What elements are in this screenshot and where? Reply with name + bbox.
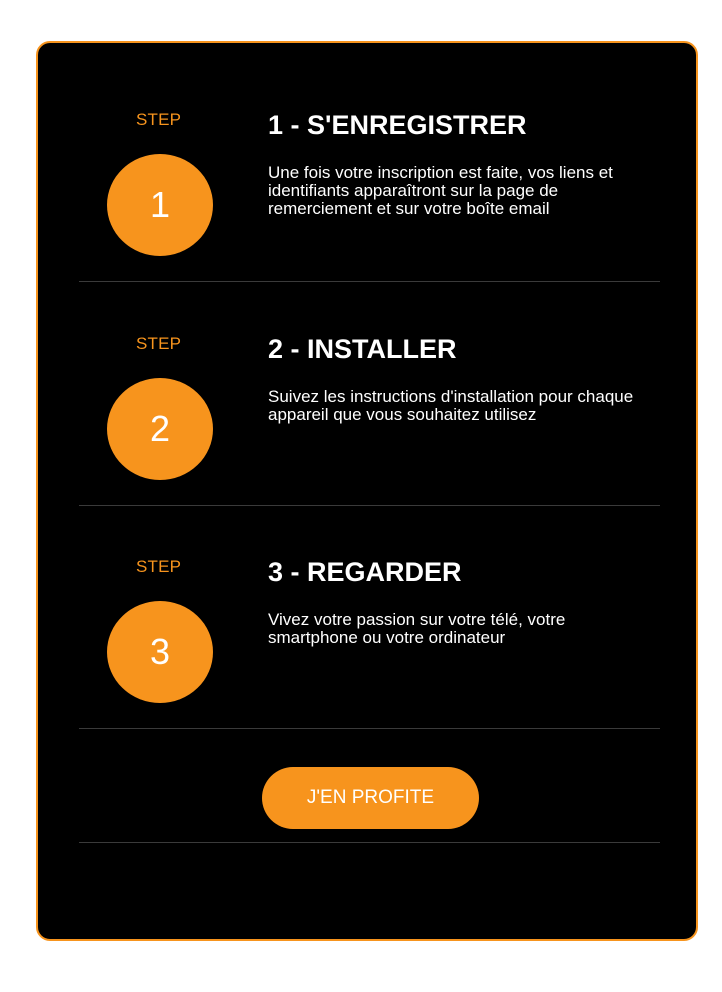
step-number-badge: 2 [107, 378, 213, 480]
step-title: 1 - S'ENREGISTRER [268, 110, 527, 140]
step-description: Suivez les instructions d'installation pour chaque appareil que vous souhaitez utilisez [268, 387, 634, 424]
step-label: STEP [136, 557, 182, 576]
step-row-1 [79, 58, 660, 282]
step-title: 3 - REGARDER [268, 557, 462, 587]
step-label: STEP [136, 110, 182, 129]
step-row-2 [79, 282, 660, 506]
step-number-badge: 1 [107, 154, 213, 256]
step-label: STEP [136, 334, 182, 353]
step-number-badge: 3 [107, 601, 213, 703]
step-description: Une fois votre inscription est faite, vos liens et identifiants apparaîtront sur la page de remerciement et sur votre boîte email [268, 163, 613, 218]
step-description: Vivez votre passion sur votre télé, votre smartphone ou votre ordinateur [268, 610, 566, 647]
step-title: 2 - INSTALLER [268, 334, 457, 364]
profit-button[interactable]: J'EN PROFITE [262, 767, 479, 829]
step-row-3 [79, 505, 660, 729]
cta-section [79, 729, 660, 843]
steps-card [36, 41, 698, 941]
